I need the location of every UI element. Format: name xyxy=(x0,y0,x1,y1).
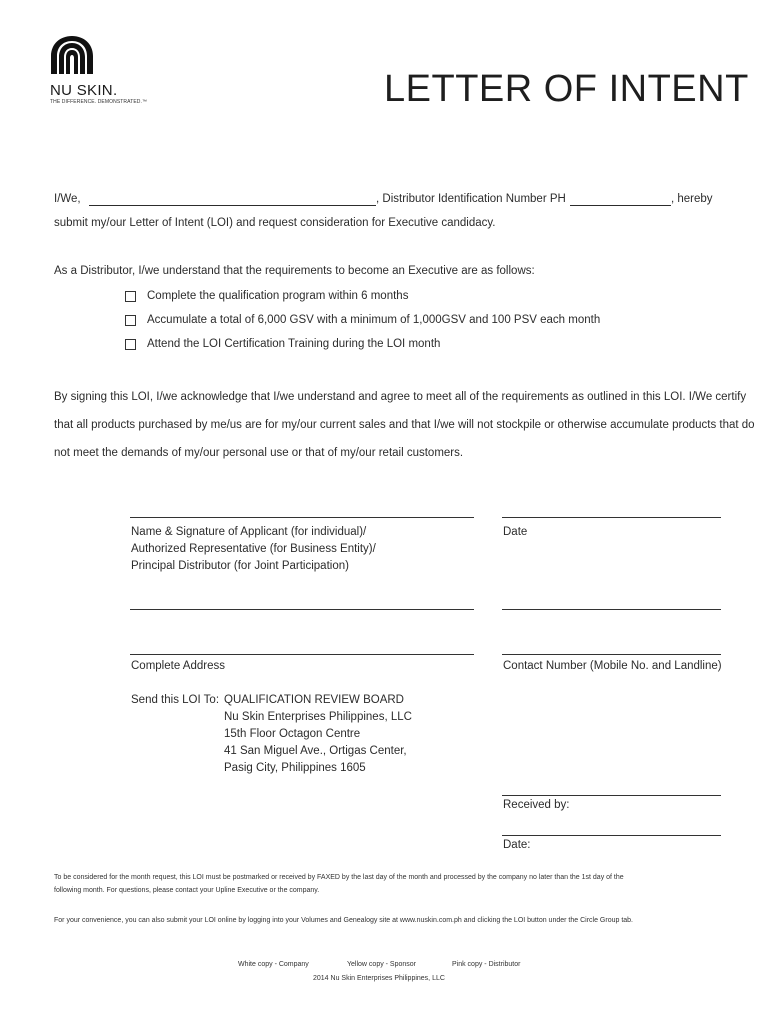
intro-iwe: I/We, xyxy=(54,193,81,205)
intro-distributor-id-label: , Distributor Identification Number PH xyxy=(376,193,566,205)
send-line-4: 41 San Miguel Ave., Ortigas Center, xyxy=(224,745,407,757)
requirement-item-3: Attend the LOI Certification Training during the LOI month xyxy=(147,338,441,350)
requirement-checkbox-3[interactable] xyxy=(125,339,136,350)
footer-online-note: For your convenience, you can also submit your LOI online by logging into your Volumes and Genealogy site at www.nuskin.com.ph and clicking the LOI button under the Circle Group tab. xyxy=(54,917,633,924)
intro-line-2: submit my/our Letter of Intent (LOI) and request consideration for Executive candidacy. xyxy=(54,217,496,229)
received-date-line[interactable] xyxy=(502,835,721,836)
copy-white: White copy - Company xyxy=(238,961,309,968)
requirement-item-2: Accumulate a total of 6,000 GSV with a minimum of 1,000GSV and 100 PSV each month xyxy=(147,314,601,326)
agreement-line-1: By signing this LOI, I/we acknowledge that I/we understand and agree to meet all of the requirements as outlined in this LOI. I/We certify xyxy=(54,391,747,403)
brand-tagline: THE DIFFERENCE. DEMONSTRATED.™ xyxy=(50,99,148,105)
distributor-id-field[interactable] xyxy=(570,205,671,206)
brand-name: NU SKIN. xyxy=(50,82,118,99)
received-by-line[interactable] xyxy=(502,795,721,796)
footer-note-line-1: To be considered for the month request, this LOI must be postmarked or received by FAXED by the last day of the month and processed by the company no later than the 1st day of the xyxy=(54,874,624,881)
signature-date-line[interactable] xyxy=(502,517,721,518)
copy-yellow: Yellow copy - Sponsor xyxy=(347,961,417,968)
copyright: 2014 Nu Skin Enterprises Philippines, LLC xyxy=(313,975,445,982)
address-line-1[interactable] xyxy=(130,609,474,610)
send-line-5: Pasig City, Philippines 1605 xyxy=(224,762,366,774)
send-line-1: QUALIFICATION REVIEW BOARD xyxy=(224,694,404,706)
copy-pink: Pink copy - Distributor xyxy=(452,961,521,968)
received-date-label: Date: xyxy=(503,839,531,851)
contact-line-2[interactable] xyxy=(502,654,721,655)
applicant-label-3: Principal Distributor (for Joint Participation) xyxy=(131,560,349,572)
send-line-3: 15th Floor Octagon Centre xyxy=(224,728,361,740)
date-label: Date xyxy=(503,526,528,538)
applicant-label-2: Authorized Representative (for Business Entity)/ xyxy=(131,543,376,555)
page-title: LETTER OF INTENT xyxy=(384,68,749,110)
requirement-item-1: Complete the qualification program within 6 months xyxy=(147,290,409,302)
footer-note-line-2: following month. For questions, please contact your Upline Executive or the company. xyxy=(54,887,320,894)
names-field[interactable] xyxy=(89,205,376,206)
requirements-lead: As a Distributor, I/we understand that the requirements to become an Executive are as follows: xyxy=(54,265,535,277)
contact-line-1[interactable] xyxy=(502,609,721,610)
send-label: Send this LOI To: xyxy=(131,694,220,706)
address-line-2[interactable] xyxy=(130,654,474,655)
send-line-2: Nu Skin Enterprises Philippines, LLC xyxy=(224,711,412,723)
intro-hereby: , hereby xyxy=(671,193,713,205)
requirement-checkbox-2[interactable] xyxy=(125,315,136,326)
requirement-checkbox-1[interactable] xyxy=(125,291,136,302)
address-label: Complete Address xyxy=(131,660,225,672)
applicant-signature-line[interactable] xyxy=(130,517,474,518)
contact-label: Contact Number (Mobile No. and Landline) xyxy=(503,660,722,672)
agreement-line-3: not meet the demands of my/our personal use or that of my/our retail customers. xyxy=(54,447,464,459)
applicant-label-1: Name & Signature of Applicant (for individual)/ xyxy=(131,526,367,538)
received-by-label: Received by: xyxy=(503,799,570,811)
agreement-line-2: that all products purchased by me/us are for my/our current sales and that I/we will not stockpile or otherwise accumulate products that do xyxy=(54,419,755,431)
